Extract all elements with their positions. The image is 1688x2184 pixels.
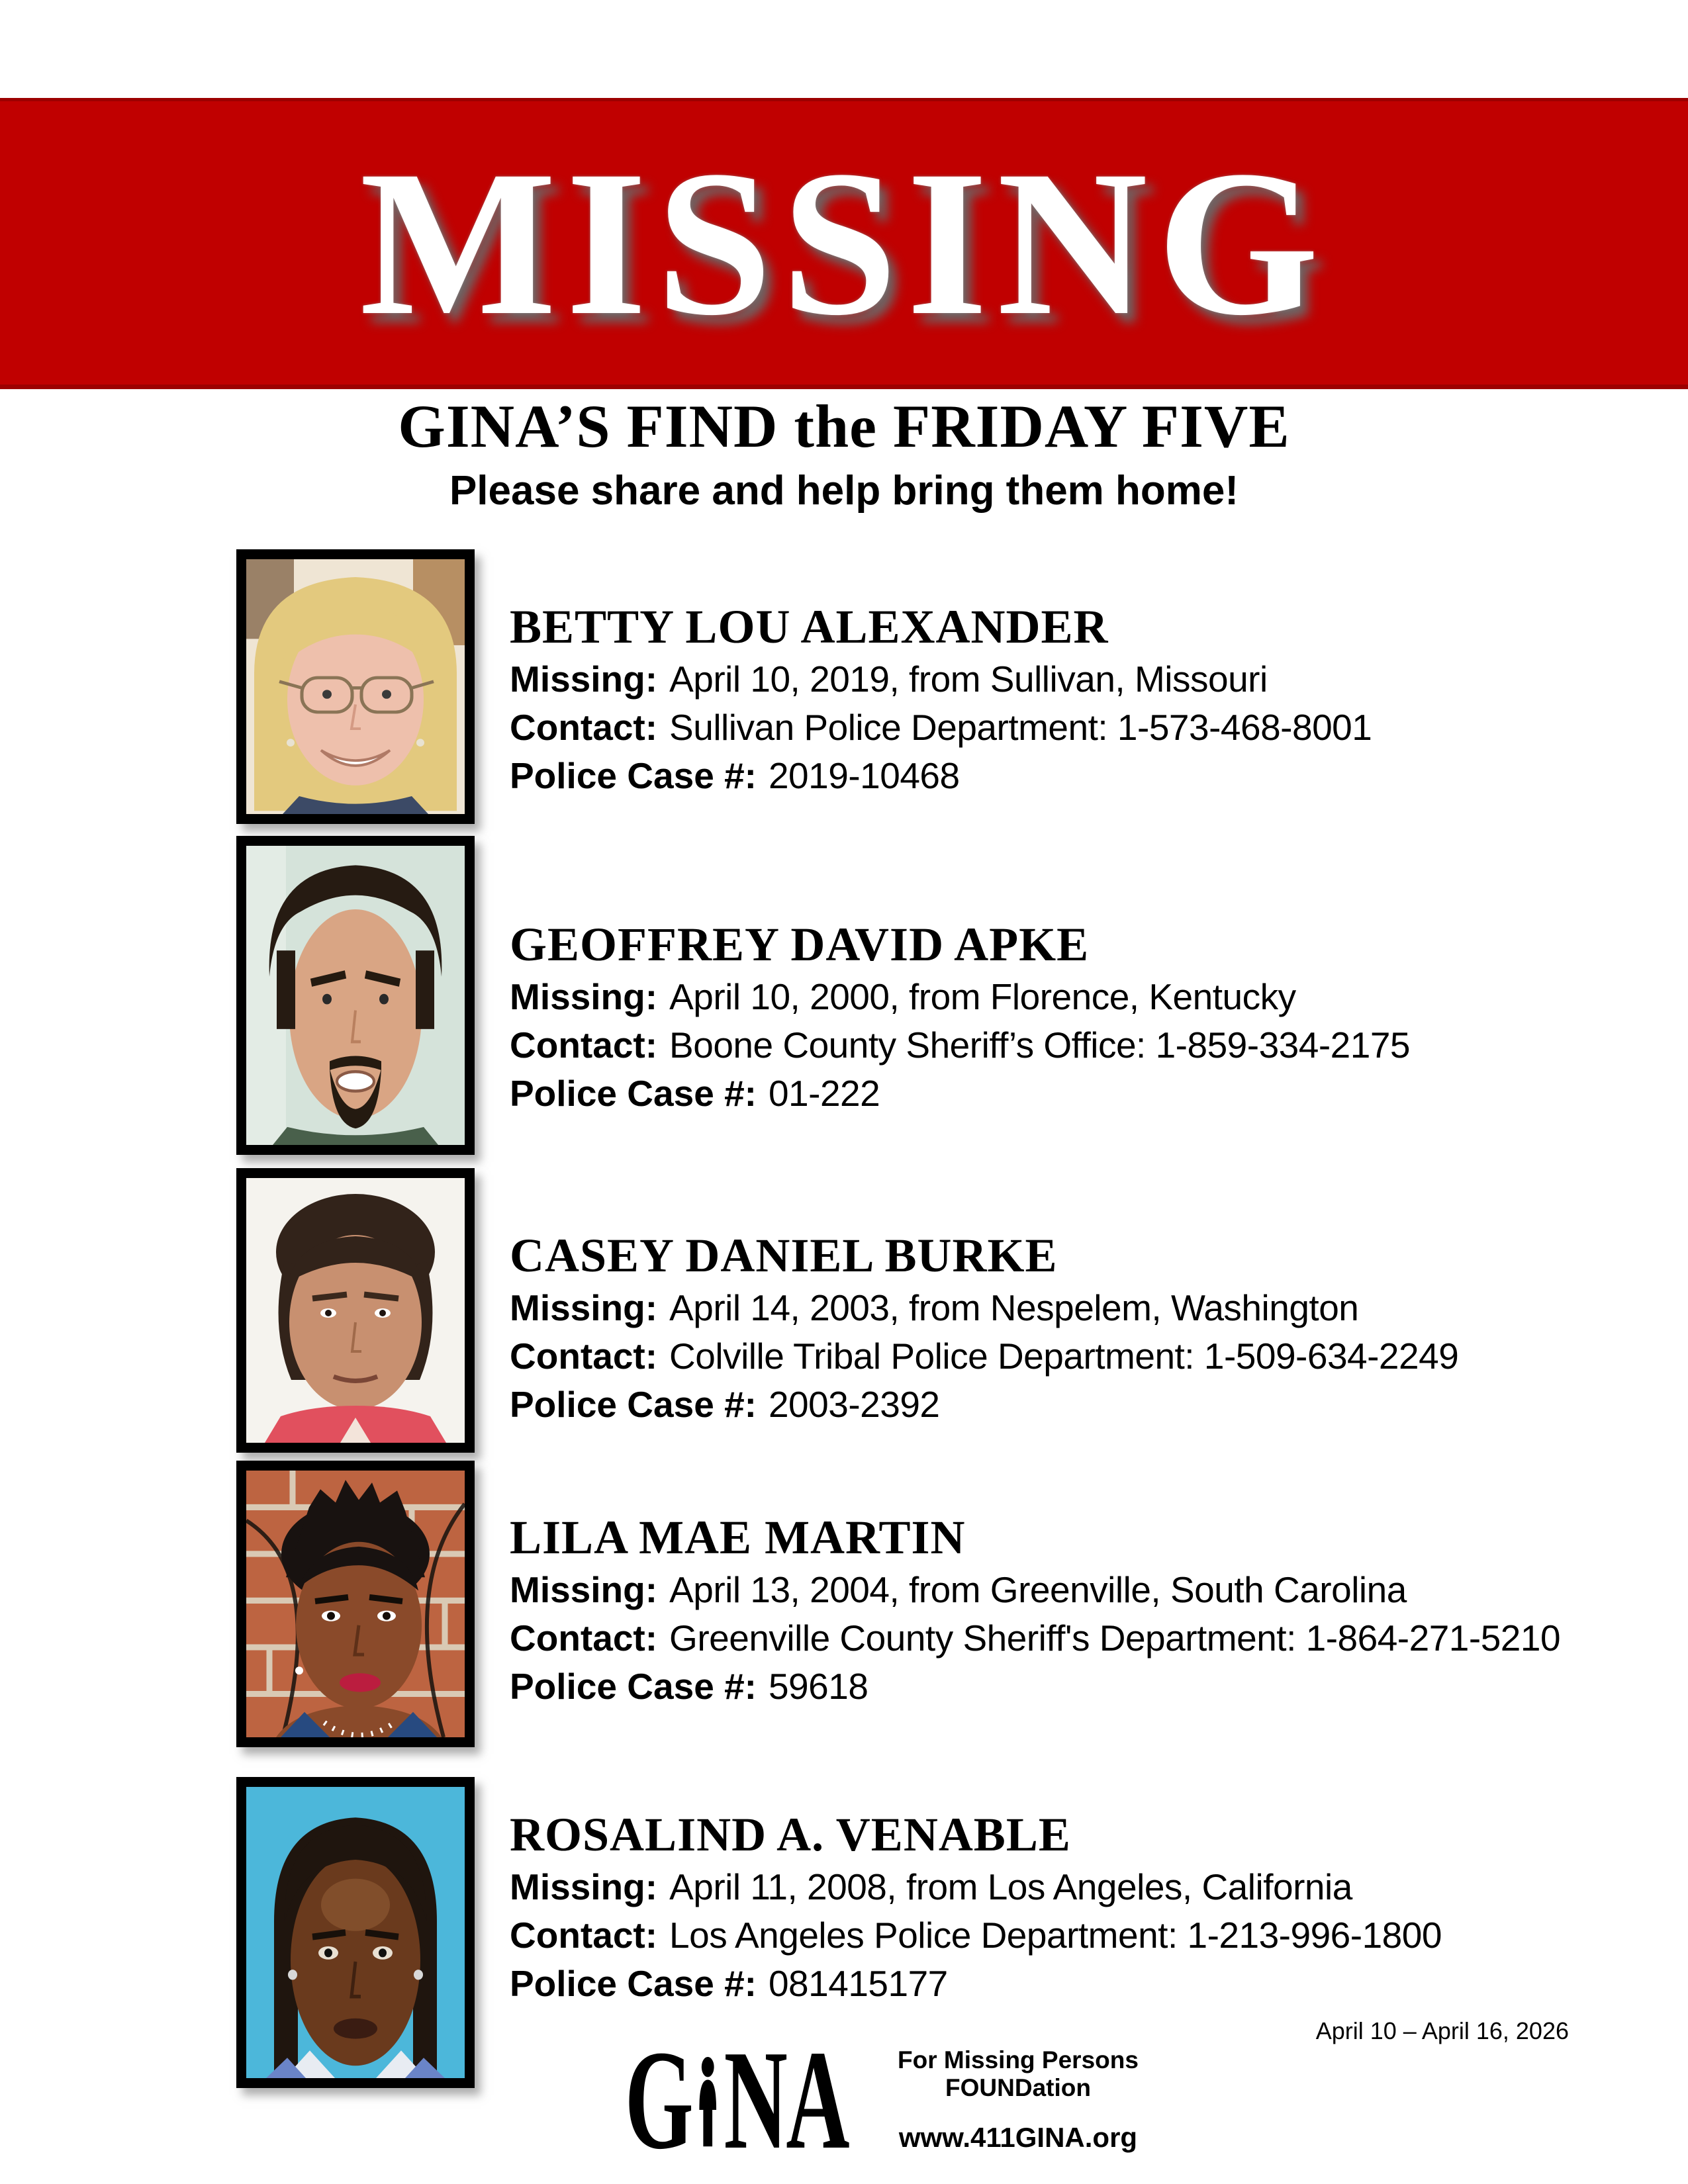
- missing-person-photo: [236, 836, 475, 1155]
- contact-line: [510, 1021, 1410, 1069]
- missing-person-photo: [236, 1777, 475, 2088]
- campaign-subtitle: Please share and help bring them home!: [449, 468, 1239, 514]
- case-value: 59618: [768, 1666, 868, 1707]
- contact-label: Contact:: [510, 1336, 658, 1377]
- case-value: 01-222: [768, 1073, 880, 1114]
- contact-line: [510, 1911, 1442, 1960]
- missing-banner: [0, 98, 1688, 389]
- contact-line: [510, 1614, 1560, 1662]
- missing-line: [510, 1566, 1560, 1614]
- missing-label: Missing:: [510, 976, 658, 1017]
- portrait-illustration: [246, 846, 465, 1145]
- poster-date-range: April 10 – April 16, 2026: [1315, 2017, 1569, 2044]
- portrait-illustration: [246, 1471, 465, 1737]
- contact-value: Los Angeles Police Department: 1-213-996-1800: [669, 1915, 1442, 1956]
- gina-website: www.411GINA.org: [898, 2122, 1138, 2153]
- gina-tagline: For Missing Persons FOUNDation: [898, 2046, 1139, 2101]
- person-name: CASEY DANIEL BURKE: [510, 1229, 1058, 1282]
- portrait-illustration: [246, 1787, 465, 2078]
- person-icon: [692, 2057, 723, 2148]
- gina-logo-g: G: [625, 2021, 692, 2179]
- missing-value: April 13, 2004, from Greenville, South Carolina: [669, 1569, 1407, 1610]
- missing-line: [510, 1863, 1442, 1911]
- case-value: 2019-10468: [768, 755, 960, 796]
- missing-value: April 10, 2019, from Sullivan, Missouri: [669, 659, 1268, 700]
- missing-value: April 14, 2003, from Nespelem, Washington: [669, 1287, 1359, 1328]
- gina-taglines: [833, 2046, 1203, 2154]
- contact-label: Contact:: [510, 1024, 658, 1066]
- person-name: ROSALIND A. VENABLE: [510, 1808, 1071, 1861]
- missing-person-info: [510, 1808, 1442, 2008]
- missing-value: April 10, 2000, from Florence, Kentucky: [669, 976, 1296, 1017]
- person-name: GEOFFREY DAVID APKE: [510, 918, 1090, 971]
- contact-value: Colville Tribal Police Department: 1-509-634-2249: [669, 1336, 1459, 1377]
- contact-line: [510, 704, 1372, 752]
- case-value: 081415177: [768, 1963, 948, 2004]
- contact-label: Contact:: [510, 1915, 658, 1956]
- case-line: [510, 752, 1372, 800]
- missing-label: Missing:: [510, 1866, 658, 1907]
- contact-value: Greenville County Sheriff's Department: 1-864-271-5210: [669, 1617, 1561, 1659]
- case-label: Police Case #:: [510, 1384, 757, 1425]
- case-label: Police Case #:: [510, 1073, 757, 1114]
- contact-line: [510, 1332, 1458, 1381]
- missing-label: Missing:: [510, 1287, 658, 1328]
- missing-person-info: [510, 1511, 1561, 1711]
- missing-label: Missing:: [510, 1569, 658, 1610]
- gina-logo: [625, 2021, 849, 2179]
- missing-line: [510, 655, 1372, 704]
- missing-person-photo: [236, 1168, 475, 1453]
- missing-person-info: [510, 600, 1372, 800]
- person-name: BETTY LOU ALEXANDER: [510, 600, 1109, 653]
- missing-person-info: [510, 1229, 1459, 1429]
- case-line: [510, 1069, 1410, 1118]
- campaign-title: GINA’S FIND the FRIDAY FIVE: [398, 392, 1290, 460]
- missing-value: April 11, 2008, from Los Angeles, California: [669, 1866, 1352, 1907]
- poster-title: MISSING: [359, 127, 1329, 359]
- case-value: 2003-2392: [768, 1384, 940, 1425]
- portrait-illustration: [246, 1178, 465, 1443]
- case-line: [510, 1381, 1458, 1429]
- missing-label: Missing:: [510, 659, 658, 700]
- person-name: LILA MAE MARTIN: [510, 1511, 966, 1564]
- missing-person-photo: [236, 1461, 475, 1747]
- contact-label: Contact:: [510, 707, 658, 748]
- missing-person-photo: [236, 549, 475, 824]
- portrait-illustration: [246, 559, 465, 814]
- contact-value: Boone County Sheriff’s Office: 1-859-334-2175: [669, 1024, 1411, 1066]
- case-line: [510, 1960, 1442, 2008]
- missing-person-info: [510, 918, 1411, 1118]
- case-label: Police Case #:: [510, 1963, 757, 2004]
- missing-line: [510, 973, 1410, 1021]
- case-label: Police Case #:: [510, 1666, 757, 1707]
- case-line: [510, 1662, 1560, 1711]
- missing-line: [510, 1284, 1458, 1332]
- contact-value: Sullivan Police Department: 1-573-468-8001: [669, 707, 1372, 748]
- contact-label: Contact:: [510, 1617, 658, 1659]
- case-label: Police Case #:: [510, 755, 757, 796]
- gina-logo-na: NA: [724, 2021, 849, 2179]
